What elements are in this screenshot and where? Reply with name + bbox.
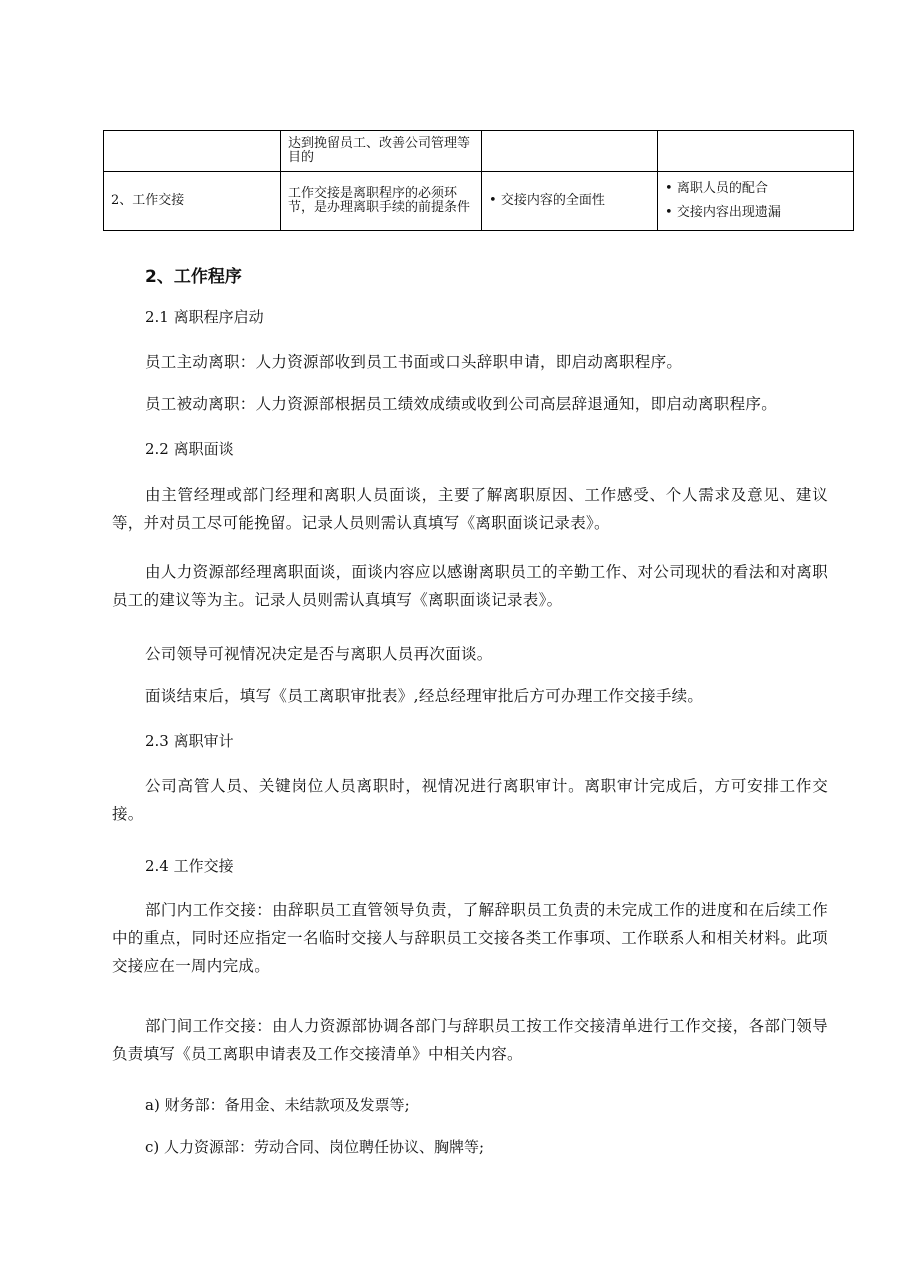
list-item: a) 财务部：备用金、未结款项及发票等; (145, 1096, 410, 1114)
paragraph: 部门内工作交接：由辞职员工直管领导负责，了解辞职员工负责的未完成工作的进度和在后续工作中的重点，同时还应指定一名临时交接人与辞职员工交接各类工作事项、工作联系人和相关材料。此项交接应在一周内完成。 (112, 901, 828, 975)
paragraph: 公司高管人员、关键岗位人员离职时，视情况进行离职审计。离职审计完成后，方可安排工作交接。 (112, 777, 828, 823)
table-cell-description: 达到挽留员工、改善公司管理等目的 (281, 131, 482, 172)
subsection-title-2-3: 2.3 离职审计 (145, 732, 234, 750)
table-cell-step: 2、工作交接 (104, 172, 281, 231)
process-table (103, 130, 854, 231)
paragraph: 公司领导可视情况决定是否与离职人员再次面谈。 (145, 645, 493, 663)
section-heading: 2、工作程序 (145, 267, 242, 287)
table-cell-step (104, 131, 281, 172)
paragraph: 由人力资源部经理离职面谈，面谈内容应以感谢离职员工的辛勤工作、对公司现状的看法和对离职员工的建议等为主。记录人员则需认真填写《离职面谈记录表》。 (112, 563, 828, 609)
subsection-title-2-2: 2.2 离职面谈 (145, 440, 234, 458)
key-point-item: • 交接内容的全面性 (489, 189, 650, 213)
table-cell-key-point (482, 131, 658, 172)
table-cell-risk (658, 172, 854, 231)
table-cell-risk (658, 131, 854, 172)
risk-item: • 交接内容出现遗漏 (665, 201, 846, 225)
paragraph: 员工被动离职：人力资源部根据员工绩效成绩或收到公司高层辞退通知，即启动离职程序。 (145, 395, 778, 413)
table-cell-key-point (482, 172, 658, 231)
subsection-title-2-4: 2.4 工作交接 (145, 857, 234, 875)
risk-item: • 离职人员的配合 (665, 177, 846, 201)
table-row (104, 172, 854, 231)
paragraph: 面谈结束后，填写《员工离职审批表》,经总经理审批后方可办理工作交接手续。 (145, 687, 704, 705)
paragraph: 由主管经理或部门经理和离职人员面谈，主要了解离职原因、工作感受、个人需求及意见、建议等，并对员工尽可能挽留。记录人员则需认真填写《离职面谈记录表》。 (112, 486, 828, 532)
paragraph: 员工主动离职：人力资源部收到员工书面或口头辞职申请，即启动离职程序。 (145, 353, 683, 371)
subsection-title-2-1: 2.1 离职程序启动 (145, 308, 264, 326)
table-cell-description: 工作交接是离职程序的必须环节，是办理离职手续的前提条件 (281, 172, 482, 231)
list-item: c) 人力资源部：劳动合同、岗位聘任协议、胸牌等; (145, 1138, 485, 1156)
paragraph: 部门间工作交接：由人力资源部协调各部门与辞职员工按工作交接清单进行工作交接，各部门领导负责填写《员工离职申请表及工作交接清单》中相关内容。 (112, 1017, 828, 1063)
table-row (104, 131, 854, 172)
